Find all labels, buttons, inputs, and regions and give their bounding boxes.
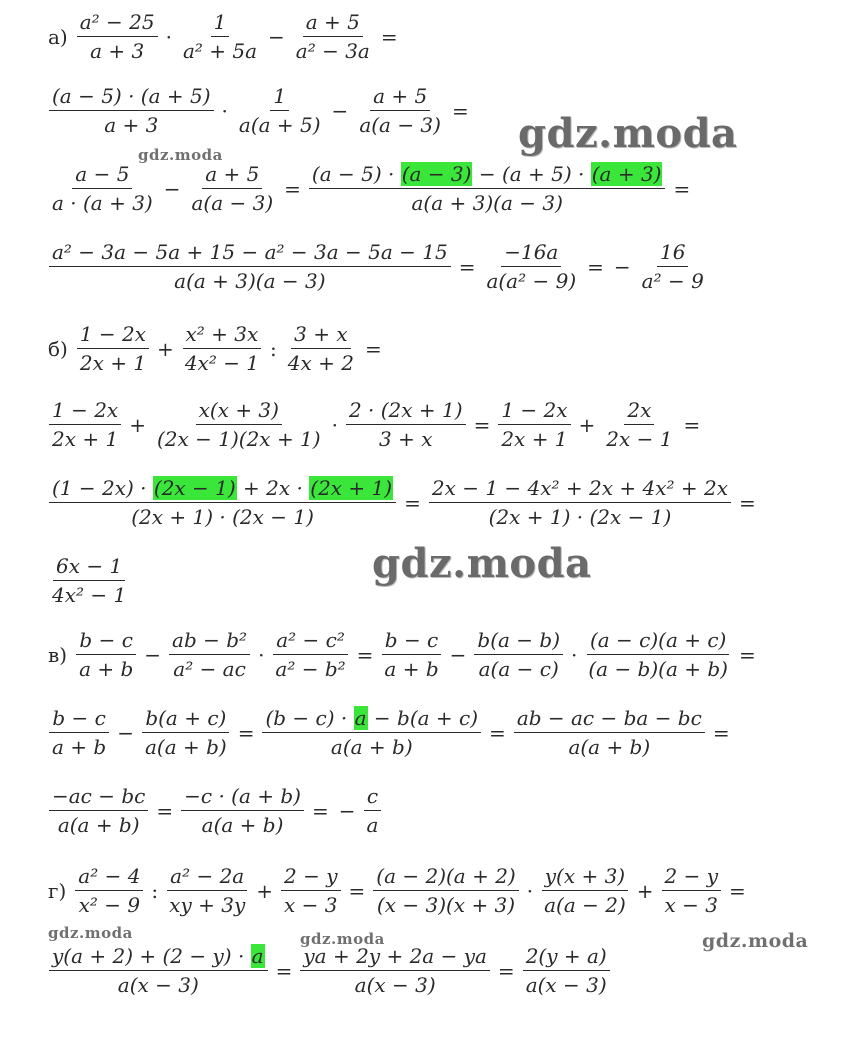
numerator: b − c xyxy=(76,628,135,655)
denominator: a + b xyxy=(79,657,134,681)
numerator: ab − b² xyxy=(169,628,250,655)
fraction xyxy=(49,476,396,529)
operator-equals: = xyxy=(275,958,293,983)
operator-equals: = xyxy=(348,878,366,903)
watermark-logo: gdz.moda xyxy=(48,924,133,942)
fraction xyxy=(77,322,149,375)
operator-equals: = xyxy=(156,798,174,823)
operator-equals: = xyxy=(489,720,506,745)
numerator: 1 − 2x xyxy=(49,398,121,425)
operator-equals: = xyxy=(356,642,374,667)
denominator: x − 3 xyxy=(664,893,718,917)
operator-colon: : xyxy=(151,878,159,903)
fraction xyxy=(585,628,731,681)
operator-equals: = xyxy=(458,254,476,279)
denominator: a² − b² xyxy=(275,657,346,681)
operator-minus: − xyxy=(449,642,467,667)
denominator: a(a² − 9) xyxy=(486,269,577,293)
fraction xyxy=(346,398,466,451)
denominator: (2x + 1) · (2x − 1) xyxy=(488,505,672,529)
numerator: b − c xyxy=(382,628,441,655)
fraction xyxy=(181,784,304,837)
denominator: x² − 9 xyxy=(78,893,141,917)
fraction xyxy=(662,864,722,917)
problem-label-a: а) xyxy=(48,24,68,49)
numerator: 2 · (2x + 1) xyxy=(346,398,466,425)
fraction xyxy=(262,706,481,759)
numerator xyxy=(49,944,268,971)
operator-equals: = xyxy=(497,958,515,983)
numerator: a² − 2a xyxy=(167,864,247,891)
fraction xyxy=(49,554,129,607)
line-v-1 xyxy=(48,628,761,681)
denominator: a + b xyxy=(52,735,107,759)
denominator: a(a + b) xyxy=(568,735,651,759)
fraction xyxy=(514,706,705,759)
fraction xyxy=(272,628,348,681)
operator-minus: − xyxy=(163,176,181,201)
fraction xyxy=(49,706,109,759)
line-a-2 xyxy=(46,84,474,137)
fraction xyxy=(364,784,382,837)
operator-plus: + xyxy=(578,412,596,437)
numerator: ab − ac − ba − bc xyxy=(514,706,705,733)
denominator: 2x − 1 xyxy=(606,427,673,451)
operator-equals: = xyxy=(311,798,329,823)
numerator: b − c xyxy=(49,706,108,733)
denominator: a² + 5a xyxy=(182,39,258,63)
denominator: a · (a + 3) xyxy=(52,191,153,215)
fraction xyxy=(49,84,214,137)
operator-minus: − xyxy=(144,642,162,667)
fraction xyxy=(483,240,579,293)
denominator: 4x² − 1 xyxy=(52,583,127,607)
denominator: a(a + b) xyxy=(201,813,284,837)
operator-equals: = xyxy=(712,720,730,745)
denominator: (a − b)(a + b) xyxy=(588,657,728,681)
denominator: a(a + 3)(a − 3) xyxy=(411,191,563,215)
line-b-1 xyxy=(48,322,387,375)
denominator: a(a + 5) xyxy=(238,113,321,137)
numerator: (a − 2)(a + 2) xyxy=(373,864,518,891)
fraction xyxy=(541,864,629,917)
operator-equals: = xyxy=(587,254,604,279)
numerator: y(x + 3) xyxy=(542,864,628,891)
watermark-logo: gdz.moda xyxy=(518,110,738,157)
numerator-part: − b(a + c) xyxy=(367,706,479,730)
denominator: a(a − 2) xyxy=(544,893,626,917)
numerator: −ac − bc xyxy=(49,784,148,811)
fraction xyxy=(76,628,136,681)
operator-equals: = xyxy=(404,490,421,515)
fraction xyxy=(180,10,260,63)
denominator: 3 + x xyxy=(379,427,433,451)
fraction xyxy=(293,10,373,63)
operator-equals: = xyxy=(673,176,691,201)
fraction xyxy=(356,84,444,137)
numerator: 2 − y xyxy=(281,864,341,891)
operator-minus: − xyxy=(331,98,349,123)
numerator: 1 xyxy=(270,84,289,111)
watermark-logo: gdz.moda xyxy=(702,930,809,952)
numerator-part: (1 − 2x) · xyxy=(52,476,153,500)
line-a-4 xyxy=(46,240,710,293)
denominator: a xyxy=(366,813,379,837)
numerator-part: (b − c) · xyxy=(265,706,354,730)
fraction xyxy=(285,322,357,375)
fraction xyxy=(77,10,158,63)
numerator xyxy=(309,162,666,189)
denominator: x − 3 xyxy=(284,893,338,917)
denominator: 2x + 1 xyxy=(501,427,568,451)
fraction xyxy=(49,240,451,293)
denominator: (2x + 1) · (2x − 1) xyxy=(131,505,314,529)
numerator: 6x − 1 xyxy=(53,554,125,581)
numerator: b(a + c) xyxy=(142,706,229,733)
numerator-part: + 2x · xyxy=(236,476,310,500)
highlight-factor: a xyxy=(251,944,264,968)
fraction xyxy=(189,162,277,215)
numerator: a² − c² xyxy=(273,628,348,655)
fraction xyxy=(154,398,324,451)
problem-label-v: в) xyxy=(48,642,68,667)
operator-equals: = xyxy=(451,98,469,123)
line-g-2 xyxy=(46,944,613,997)
numerator: c xyxy=(364,784,381,811)
operator-equals: = xyxy=(284,176,301,201)
numerator: 3 + x xyxy=(291,322,350,349)
numerator: −16a xyxy=(501,240,561,267)
operator-minus: − xyxy=(117,720,134,745)
operator-equals: = xyxy=(237,720,255,745)
problem-label-g: г) xyxy=(48,878,67,903)
watermark-logo: gdz.moda xyxy=(300,930,385,948)
operator-equals: = xyxy=(473,412,491,437)
denominator: 4x² − 1 xyxy=(184,351,260,375)
denominator: a + 3 xyxy=(90,39,145,63)
fraction xyxy=(300,944,490,997)
operator-dot: · xyxy=(526,878,534,903)
numerator-part: − (a + 5) · xyxy=(472,162,591,186)
highlight-factor: (a − 3) xyxy=(401,162,472,186)
denominator: a² − 9 xyxy=(641,269,704,293)
denominator: (2x − 1)(2x + 1) xyxy=(156,427,321,451)
denominator: 4x + 2 xyxy=(287,351,354,375)
denominator: a(x − 3) xyxy=(354,973,436,997)
numerator: x(x + 3) xyxy=(196,398,282,425)
operator-equals: = xyxy=(739,490,756,515)
fraction xyxy=(49,944,268,997)
operator-dot: · xyxy=(221,98,228,123)
denominator: a² − ac xyxy=(173,657,246,681)
fraction xyxy=(169,628,250,681)
highlight-factor: (a + 3) xyxy=(591,162,662,186)
operator-plus: + xyxy=(636,878,654,903)
fraction xyxy=(603,398,675,451)
numerator: a + 5 xyxy=(303,10,363,37)
operator-equals: = xyxy=(738,642,756,667)
fraction xyxy=(49,162,156,215)
fraction xyxy=(309,162,666,215)
operator-plus: + xyxy=(129,412,146,437)
fraction xyxy=(639,240,707,293)
line-a-1 xyxy=(48,10,403,63)
numerator: 1 − 2x xyxy=(498,398,570,425)
numerator: −c · (a + b) xyxy=(181,784,304,811)
fraction xyxy=(429,476,731,529)
operator-plus: + xyxy=(157,336,174,361)
operator-dot: · xyxy=(331,412,338,437)
denominator: a(a + b) xyxy=(57,813,140,837)
fraction xyxy=(523,944,610,997)
line-b-3 xyxy=(46,476,761,529)
fraction xyxy=(474,628,563,681)
numerator-part: y(a + 2) + (2 − y) · xyxy=(52,944,251,968)
fraction xyxy=(381,628,441,681)
fraction xyxy=(281,864,341,917)
denominator: a(a − 3) xyxy=(191,191,274,215)
fraction xyxy=(49,784,148,837)
numerator: (a − 5) · (a + 5) xyxy=(49,84,214,111)
operator-minus: − xyxy=(613,254,631,279)
denominator: a² − 3a xyxy=(295,39,370,63)
fraction xyxy=(498,398,570,451)
denominator: a + b xyxy=(384,657,439,681)
operator-equals: = xyxy=(683,412,701,437)
operator-dot: · xyxy=(258,642,265,667)
denominator: a(x − 3) xyxy=(117,973,199,997)
operator-equals: = xyxy=(729,878,746,903)
problem-label-b: б) xyxy=(48,336,68,361)
fraction xyxy=(236,84,324,137)
numerator: 1 − 2x xyxy=(77,322,149,349)
fraction xyxy=(182,322,262,375)
line-a-3 xyxy=(46,162,695,215)
denominator: a(a + b) xyxy=(330,735,413,759)
line-b-2 xyxy=(46,398,705,451)
denominator: 2x + 1 xyxy=(79,351,147,375)
denominator: xy + 3y xyxy=(169,893,246,917)
denominator: a(a + 3)(a − 3) xyxy=(174,269,326,293)
denominator: a(x − 3) xyxy=(525,973,607,997)
numerator: ya + 2y + 2a − ya xyxy=(300,944,490,971)
numerator-part: (a − 5) · xyxy=(311,162,401,186)
denominator: a + 3 xyxy=(104,113,159,137)
line-v-3 xyxy=(46,784,384,837)
denominator: a(a − c) xyxy=(478,657,559,681)
fraction xyxy=(373,864,518,917)
numerator: 1 xyxy=(211,10,230,37)
numerator: x² + 3x xyxy=(183,322,262,349)
line-b-4 xyxy=(46,554,132,607)
numerator: a − 5 xyxy=(72,162,132,189)
operator-dot: · xyxy=(571,642,578,667)
watermark-logo: gdz.moda xyxy=(138,146,223,164)
numerator: 2x − 1 − 4x² + 2x + 4x² + 2x xyxy=(429,476,731,503)
watermark-logo: gdz.moda xyxy=(372,540,592,587)
numerator: a + 5 xyxy=(370,84,430,111)
operator-plus: + xyxy=(256,878,274,903)
operator-colon: : xyxy=(270,336,277,361)
highlight-factor: (2x + 1) xyxy=(310,476,393,500)
operator-minus: − xyxy=(268,24,285,49)
line-g-1 xyxy=(48,864,751,917)
numerator: 2 − y xyxy=(662,864,722,891)
numerator: a² − 25 xyxy=(77,10,158,37)
operator-equals: = xyxy=(380,24,398,49)
denominator: 2x + 1 xyxy=(52,427,119,451)
fraction xyxy=(49,398,121,451)
numerator: b(a − b) xyxy=(474,628,563,655)
fraction xyxy=(75,864,143,917)
operator-dot: · xyxy=(165,24,172,49)
denominator: a(a − 3) xyxy=(359,113,441,137)
numerator: 2x xyxy=(624,398,654,425)
denominator: (x − 3)(x + 3) xyxy=(376,893,516,917)
numerator: a² − 4 xyxy=(75,864,143,891)
denominator: a(a + b) xyxy=(144,735,227,759)
numerator: a² − 3a − 5a + 15 − a² − 3a − 5a − 15 xyxy=(49,240,451,267)
numerator: a + 5 xyxy=(202,162,262,189)
highlight-factor: (2x − 1) xyxy=(153,476,236,500)
operator-minus: − xyxy=(338,798,356,823)
numerator xyxy=(49,476,396,503)
line-v-2 xyxy=(46,706,735,759)
fraction xyxy=(166,864,248,917)
highlight-factor: a xyxy=(354,706,367,730)
fraction xyxy=(142,706,230,759)
numerator xyxy=(262,706,481,733)
numerator: 2(y + a) xyxy=(523,944,610,971)
numerator: (a − c)(a + c) xyxy=(587,628,729,655)
numerator: 16 xyxy=(657,240,688,267)
operator-equals: = xyxy=(364,336,382,361)
